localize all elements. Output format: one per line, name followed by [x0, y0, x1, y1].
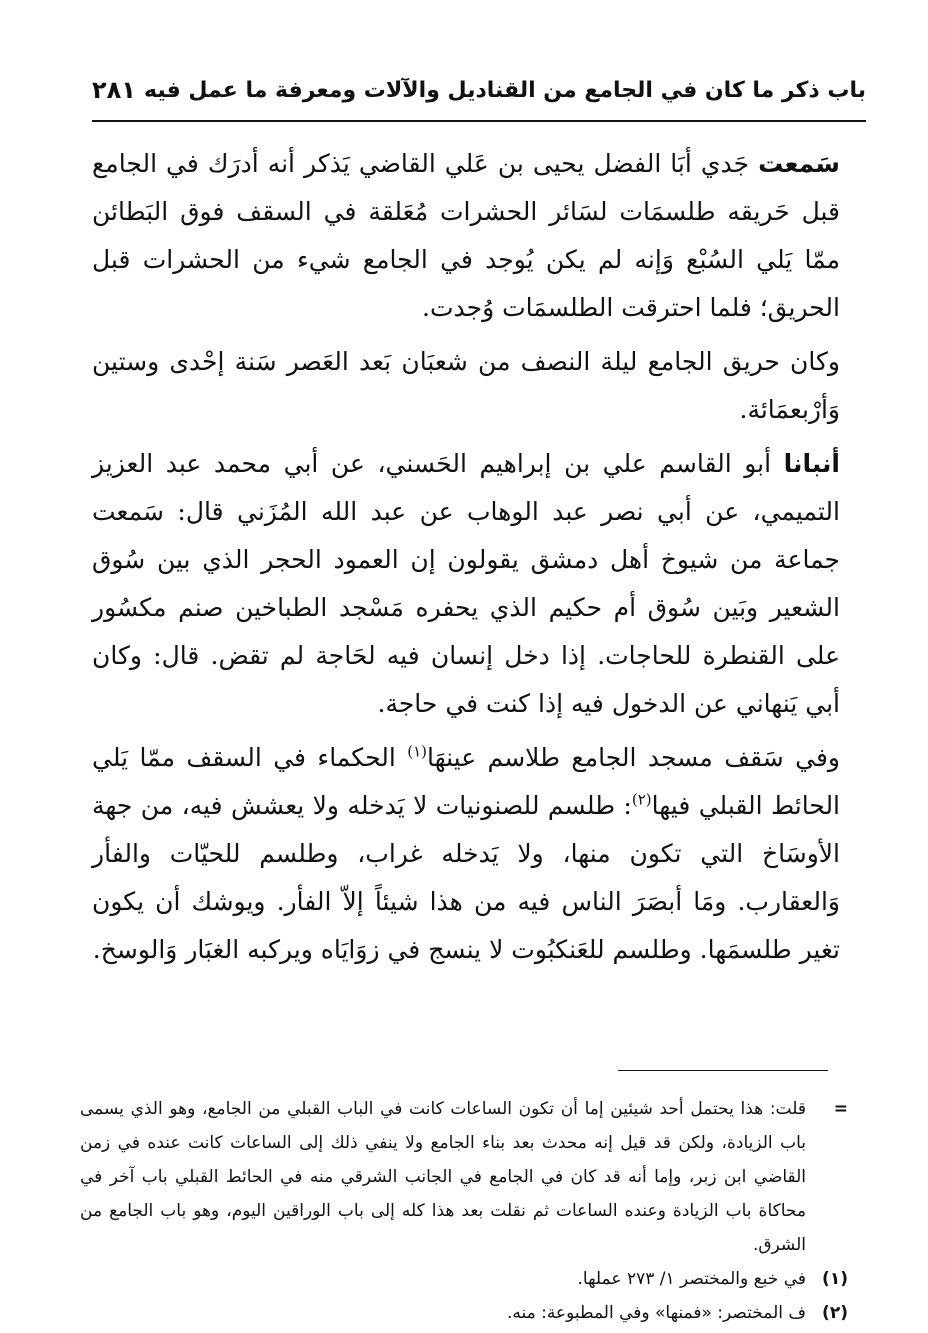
footnote-text: في خبع والمختصر ١/ ٢٧٣ عملها. [577, 1269, 806, 1289]
paragraph-text-part: : طلسم للصنونيات لا يَدخله ولا يعشش فيه، من جهة الأوسَاخ التي تكون منها، ولا يَدخله غراب، وطلسم للحيّات والفأر وَالعقارب. ومَا أبصَرَ الناس فيه من هذا شيئاً إلاّ الفأر. ويوشك أن يكون تغير طلسمَها. وطلسم للعَنكبُوت لا ينسج في زوَايَاه ويركبه الغبَار وَالوسخ. [92, 791, 840, 964]
footnote-ref-1[interactable]: (١) [407, 742, 427, 761]
footnotes [80, 1092, 848, 1330]
footnote-2 [80, 1296, 848, 1330]
paragraph-lead-word: أنبانا [783, 449, 840, 478]
paragraph-text-part: وفي سَقف مسجد الجامع طلاسم عينهَا [426, 743, 840, 772]
running-title: باب ذكر ما كان في الجامع من القناديل والآلات ومعرفة ما عمل فيه [144, 78, 866, 103]
paragraph-4 [92, 734, 840, 974]
footnote-divider [618, 1070, 828, 1071]
footnote-1 [80, 1262, 848, 1296]
paragraph-2 [92, 338, 840, 434]
footnote-number: (١) [822, 1269, 848, 1289]
paragraph-text: أبو القاسم علي بن إبراهيم الحَسني، عن أبي محمد عبد العزيز التميمي، عن أبي نصر عبد الوهاب عن عبد الله المُزَني قال: سَمعت جماعة من شيوخ أهل دمشق يقولون إن العمود الحجر الذي بين سُوق الشعير وبَين سُوق أم حكيم الذي يحفره مَسْجد الطباخين صنم مكسُور على القنطرة للحاجات. إذا دخل إنسان فيه لحَاجة لم تقض. قال: وكان أبي يَنهاني عن الدخول فيه إذا كنت في حاجة. [92, 449, 840, 718]
footnote-continuation-text: قلت: هذا يحتمل أحد شيئين إما أن تكون الساعات كانت في الباب القبلي من الجامع، وهو الذي يسمى باب الزيادة، ولكن قد قيل إنه محدث بعد بناء الجامع ولا ينفي ذلك إلى الساعات كانت عنده في زمن القاضي ابن زبر، وإما أنه قد كان في الجامع في الجانب الشرقي منه في الحائط القبلي باب آخر في محاكاة باب الزيادة وعنده الساعات ثم نقلت بعد هذا كله إلى باب الوراقين اليوم، وهو باب الجامع من الشرق. [80, 1099, 806, 1255]
paragraph-text: وكان حريق الجامع ليلة النصف من شعبَان بَعد العَصر سَنة إحْدى وستين وَأرْبعمَائة. [92, 347, 840, 424]
continuation-marker: = [833, 1099, 848, 1119]
footnote-number: (٢) [822, 1303, 848, 1323]
footnote-text: ف المختصر: «فمنها» وفي المطبوعة: منه. [506, 1303, 806, 1323]
footnote-ref-2[interactable]: (٢) [631, 790, 652, 809]
paragraph-text-part: الحكماء في السقف ممّا يَلي الحائط القبلي فيها [92, 743, 841, 820]
page-number: ٢٨١ [92, 76, 136, 104]
paragraph-lead-word: سَمعت [758, 149, 840, 178]
paragraph-text: جَدي أبَا الفضل يحيى بن عَلي القاضي يَذكر أنه أدرَك في الجامع قبل حَريقه طلسمَات لسَائر الحشرات مُعَلقة في السقف فوق البَطائن ممّا يَلي السُبْع وَإنه لم يكن يُوجد في الجامع شيء من الحشرات قبل الحريق؛ فلما احترقت الطلسمَات وُجدت. [92, 149, 840, 322]
footnote-continuation [80, 1092, 848, 1262]
paragraph-1 [92, 140, 840, 332]
paragraph-3 [92, 440, 840, 728]
page-header [92, 72, 866, 122]
main-text [92, 140, 840, 980]
